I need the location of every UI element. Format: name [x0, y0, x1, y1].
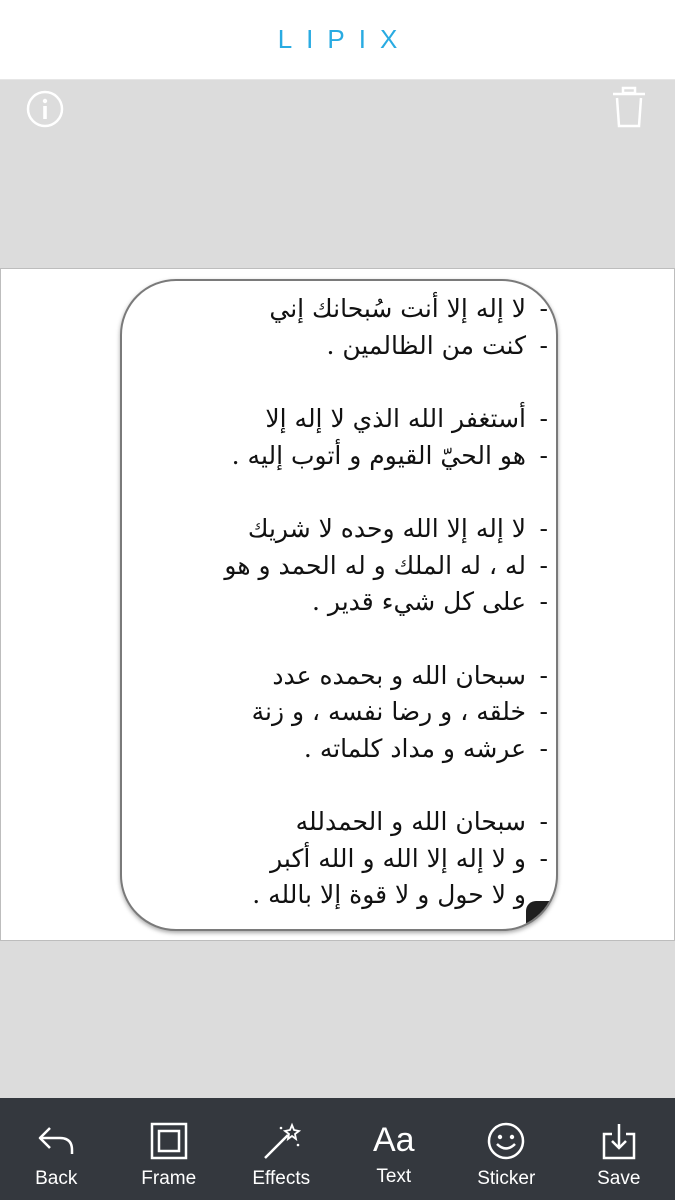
line-dash: -: [539, 294, 548, 323]
back-arrow-icon: [36, 1122, 76, 1160]
arabic-text-block: [182, 291, 548, 914]
back-button[interactable]: [0, 1098, 113, 1200]
text-icon: Aa: [372, 1121, 415, 1159]
effects-button[interactable]: [225, 1098, 338, 1200]
app-logo: LIPIX: [277, 24, 412, 54]
sticker-button[interactable]: [450, 1098, 563, 1200]
line-text: سبحان الله و بحمده عدد: [272, 660, 526, 690]
delete-button[interactable]: [610, 86, 648, 130]
line-dash: -: [539, 843, 548, 873]
text-button[interactable]: [338, 1098, 451, 1200]
frame-label: Frame: [141, 1168, 197, 1189]
text-line: [182, 548, 548, 585]
text-line: [182, 438, 548, 475]
line-dash: -: [539, 514, 548, 543]
line-text: أستغفر الله الذي لا إله إلا: [265, 404, 526, 433]
card-corner-mark: [526, 901, 556, 929]
line-text: و لا حول و لا قوة إلا بالله .: [252, 880, 526, 909]
text-line: [182, 804, 548, 841]
line-gap: [182, 364, 548, 401]
line-dash: -: [539, 807, 548, 836]
line-dash: -: [539, 550, 548, 580]
line-dash: -: [539, 697, 548, 726]
effects-label: Effects: [252, 1168, 311, 1189]
line-text: خلقه ، و رضا نفسه ، و زنة: [251, 697, 526, 726]
sticker-label: Sticker: [477, 1168, 536, 1189]
line-text: عرشه و مداد كلماته .: [303, 733, 526, 763]
smiley-icon: [486, 1122, 526, 1160]
line-dash: -: [539, 330, 548, 360]
line-gap: [182, 767, 548, 804]
text-line: [182, 841, 548, 878]
trash-icon: [610, 86, 648, 130]
frame-icon: [149, 1122, 189, 1160]
line-text: له ، له الملك و له الحمد و هو: [224, 550, 526, 580]
text-label: Text: [376, 1166, 412, 1187]
text-line: [182, 694, 548, 731]
text-line: [182, 877, 548, 914]
line-dash: -: [539, 660, 548, 690]
line-gap: [182, 474, 548, 511]
line-dash: -: [539, 733, 548, 763]
line-text: هو الحيّ القيوم و أتوب إليه .: [231, 440, 526, 470]
line-gap: [182, 621, 548, 658]
text-line: [182, 731, 548, 768]
text-line: [182, 584, 548, 621]
line-dash: -: [539, 587, 548, 616]
line-text: و لا إله إلا الله و الله أكبر: [270, 843, 526, 873]
text-line: [182, 328, 548, 365]
download-icon: [599, 1122, 639, 1160]
line-text: لا إله إلا الله وحده لا شريك: [247, 514, 526, 543]
save-button[interactable]: [563, 1098, 675, 1200]
line-text: كنت من الظالمين .: [326, 330, 526, 360]
save-label: Save: [597, 1168, 641, 1189]
line-dash: -: [539, 404, 548, 433]
line-dash: -: [539, 440, 548, 470]
line-text: لا إله إلا أنت سُبحانك إني: [269, 294, 526, 323]
back-label: Back: [35, 1168, 78, 1189]
line-text: على كل شيء قدير .: [312, 587, 526, 616]
text-card-image[interactable]: [120, 279, 558, 931]
text-line: [182, 658, 548, 695]
text-line: [182, 401, 548, 438]
frame-button[interactable]: [113, 1098, 226, 1200]
text-line: [182, 291, 548, 328]
text-line: [182, 511, 548, 548]
line-text: سبحان الله و الحمدلله: [295, 807, 526, 836]
app-header: [0, 0, 675, 80]
magic-wand-icon: [261, 1122, 301, 1160]
info-icon: [26, 90, 64, 128]
bottom-toolbar: [0, 1098, 675, 1200]
info-button[interactable]: [26, 90, 64, 128]
